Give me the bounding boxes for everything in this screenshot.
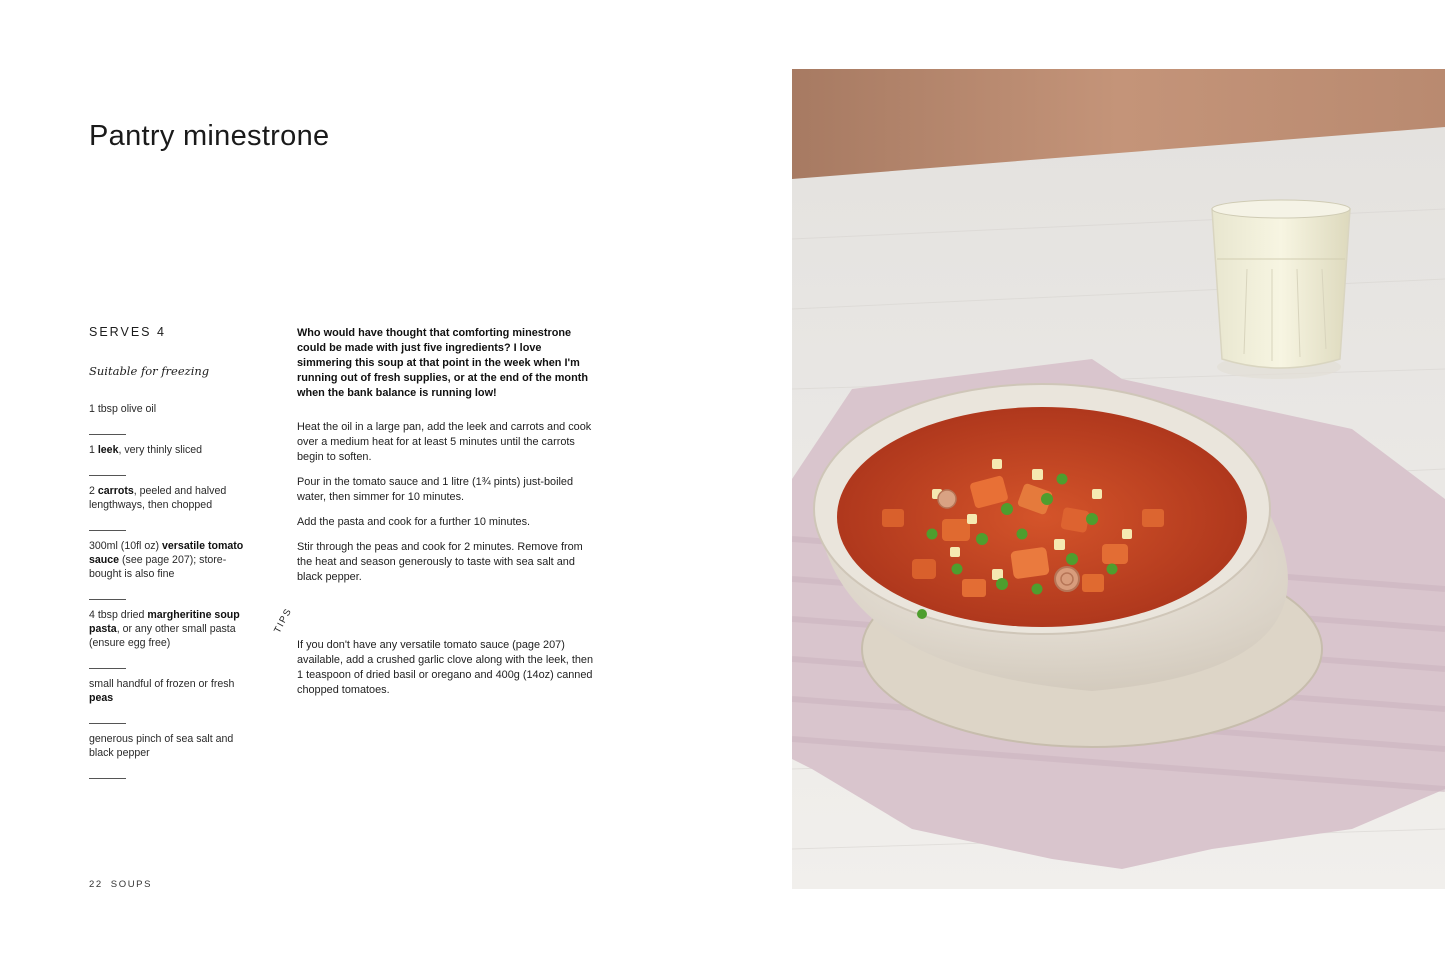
- ingredient-item: [89, 484, 249, 531]
- ingredient-item: [89, 608, 249, 669]
- ingredient-item: [89, 732, 249, 779]
- method-step-3: Add the pasta and cook for a further 10 minutes.: [297, 516, 531, 528]
- ingredient-text: 1 tbsp olive oil: [89, 403, 157, 415]
- method-step-4: Stir through the peas and cook for 2 minutes. Remove from the heat and season generously to taste with sea salt and black pepper.: [297, 541, 583, 583]
- recipe-intro: Who would have thought that comforting minestrone could be made with just five ingredients? I love simmering this soup at that point in the week when I'm running out of fresh supplies, or at the end of the month when the bank balance is running low!: [297, 327, 589, 399]
- method-section: [297, 326, 597, 595]
- glass: [1212, 200, 1350, 379]
- ingredient-text: 4 tbsp dried: [89, 609, 148, 621]
- ingredient-key-word: margheritine soup pasta: [89, 609, 240, 635]
- ingredient-item: [89, 443, 249, 476]
- ingredient-key-word: versatile tomato sauce: [89, 540, 244, 566]
- ingredient-text: small handful of frozen or fresh: [89, 678, 235, 690]
- serves-label: SERVES 4: [89, 325, 166, 339]
- recipe-title: Pantry minestrone: [89, 120, 330, 152]
- page-number: 22: [89, 879, 103, 890]
- ingredient-item: [89, 402, 249, 435]
- method-step-1: Heat the oil in a large pan, add the leek and carrots and cook over a medium heat for at least 5 minutes until the carrots begin to soften.: [297, 421, 592, 463]
- section-name: SOUPS: [110, 879, 153, 890]
- method-step-2: Pour in the tomato sauce and 1 litre (1¾ pints) just-boiled water, then simmer for 10 minutes.: [297, 476, 574, 503]
- ingredient-text: 2: [89, 485, 98, 497]
- page-footer: [89, 879, 152, 890]
- tips-label: TIPS: [272, 606, 295, 636]
- soup-photo-illustration: [792, 69, 1445, 889]
- ingredient-text: 300ml (10fl oz): [89, 540, 163, 552]
- ingredient-text: (see page 207); store-bought is also fine: [89, 554, 227, 580]
- ingredient-key-word: carrots: [97, 485, 134, 497]
- ingredient-list: [89, 402, 249, 787]
- ingredient-item: [89, 677, 249, 724]
- ingredient-key-word: leek: [97, 444, 119, 456]
- ingredient-item: [89, 539, 249, 600]
- freezing-note: Suitable for freezing: [89, 364, 210, 378]
- ingredient-text: , peeled and halved lengthways, then chopped: [89, 485, 227, 511]
- ingredient-text: , very thinly sliced: [118, 444, 203, 456]
- soup-photo: [792, 69, 1445, 889]
- ingredient-text: , or any other small pasta (ensure egg free): [89, 623, 236, 649]
- tips-text: If you don't have any versatile tomato sauce (page 207) available, add a crushed garlic clove along with the leek, then 1 teaspoon of dried basil or oregano and 400g (14oz) canned chopped tomatoes.: [297, 639, 594, 696]
- ingredient-key-word: peas: [89, 692, 114, 704]
- ingredient-text: generous pinch of sea salt and black pepper: [89, 733, 234, 759]
- ingredient-text: 1: [89, 444, 98, 456]
